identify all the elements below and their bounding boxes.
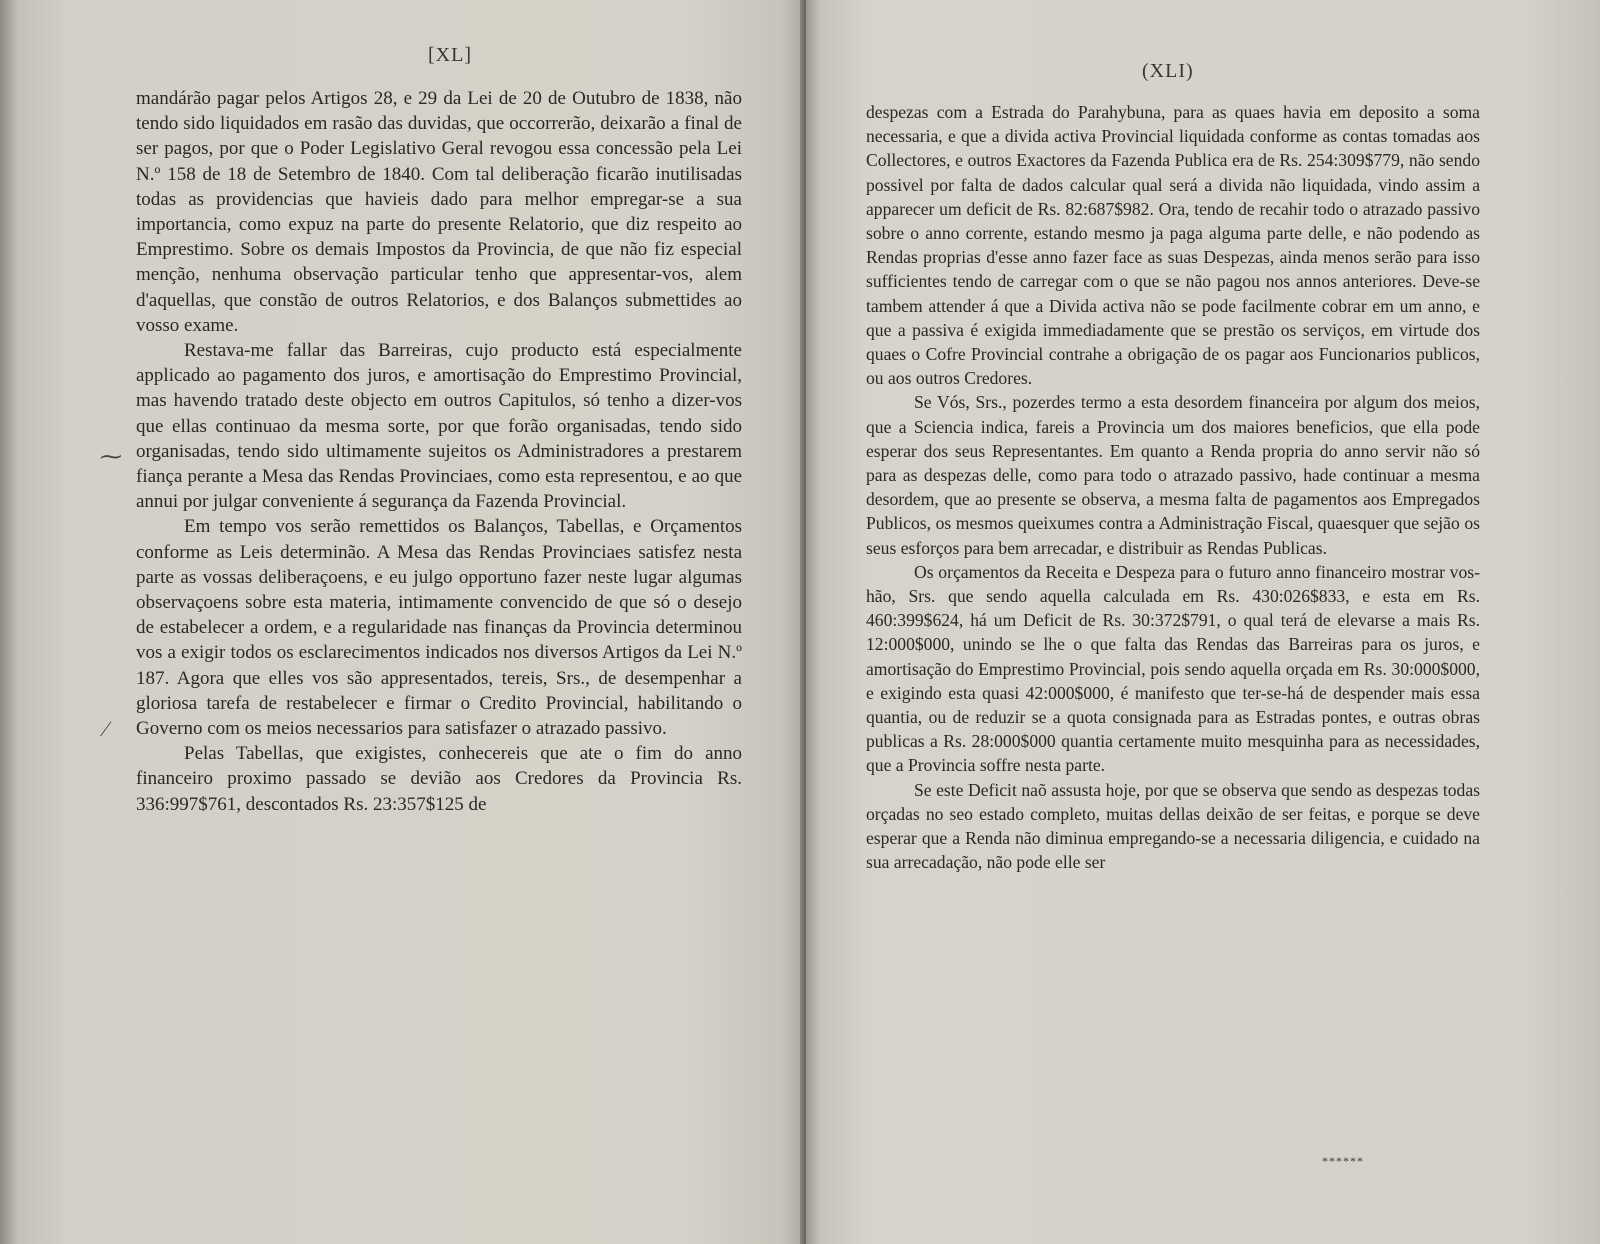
left-paragraph-4: Pelas Tabellas, que exigistes, conhecereis que ate o fim do anno financeiro proximo passado se devião aos Credores da Provincia Rs. 336:997$761, descontados Rs. 23:357$125 de (136, 743, 742, 815)
right-paragraph-1: despezas com a Estrada do Parahybuna, para as quaes havia em deposito a soma necessaria, e que a divida activa Provincial liquidada conforme as contas tomadas aos Collectores, e outros Exactores da Fazenda Publica era de Rs. 254:309$779, não sendo possivel por falta de dados calcular qual será a divida não liquidada, vindo assim a apparecer um deficit de Rs. 82:687$982. Ora, tendo de recahir todo o atrazado passivo sobre o anno corrente, estando mesmo ja paga alguma parte delle, e não podendo as Rendas proprias d'esse anno fazer face as suas Despezas, ainda menos serão para isso sufficientes tendo de carregar com o que se não pagou nos annos anteriores. Deve-se tambem attender á que a Divida activa não se pode facilmente cobrar em um anno, e que a passiva é exigida immediadamente que se prestão os serviços, em virtude dos quaes o Cofre Provincial contrahe a obrigação de os pagar aos Funcionarios publicos, ou aos outros Credores. (866, 102, 1480, 389)
left-page-text (136, 86, 742, 817)
right-page (806, 0, 1600, 1244)
right-paragraph-4: Se este Deficit naõ assusta hoje, por que se observa que sendo as despezas todas orçadas no seo estado completo, muitas dellas deixão de ser feitas, e porque se deve esperar que a Renda não diminua empregando-se a necessaria diligencia, e cuidado na sua arrecadação, não pode elle ser (866, 779, 1480, 873)
margin-pencil-mark-icon: ⁓ (100, 444, 122, 469)
right-paragraph-3: Os orçamentos da Receita e Despeza para o futuro anno financeiro mostrar vos-hão, Srs. que sendo aquella calculada em Rs. 430:026$833, e esta em Rs. 460:399$624, há um Deficit de Rs. 30:372$791, o qual terá de elevarse a mais Rs. 12:000$000, unindo se lhe o que falta das Rendas das Barreiras para os juros, e amortisação do Emprestimo Provincial, pois sendo aquella orçada em Rs. 30:000$000, e exigindo esta quasi 42:000$000, é manifesto que ter-se-há de despender mais essa quantia, ou de reduzir se a quota consignada para as Estradas pontes, e outras obras publicas a Rs. 28:000$000 quantia certamente muito mesquinha para as necessidades, que a Provincia soffre nesta parte. (866, 561, 1480, 776)
margin-pencil-slash-icon: ∕ (104, 716, 108, 741)
catchword: ****** (1322, 1154, 1364, 1168)
left-paragraph-1: mandárão pagar pelos Artigos 28, e 29 da Lei de 20 de Outubro de 1838, não tendo sido liquidados em rasão das duvidas, que occorrerão, deixarão a final de ser pagos, por que o Poder Legislativo Geral revogou essa concessão pela Lei N.º 158 de 18 de Setembro de 1840. Com tal deliberação ficarão inutilisadas todas as providencias que havieis dado para melhor empregar-se a sua importancia, como expuz na parte do presente Relatorio, que diz respeito ao Emprestimo. Sobre os demais Impostos da Provincia, de que não fiz especial menção, nenhuma observação particular tenho que appresentar-vos, alem d'aquellas, que constão de outros Relatorios, e dos Balanços submettides ao vosso exame. (136, 88, 742, 336)
left-page-header: [XL] (428, 44, 472, 66)
left-paragraph-3: Em tempo vos serão remettidos os Balanços, Tabellas, e Orçamentos conforme as Leis determinão. A Mesa das Rendas Provinciaes satisfez nesta parte as vossas deliberaçoens, e eu julgo opportuno fazer neste lugar algumas observaçoens sobre esta materia, intimamente convencido de que só o desejo de estabelecer a ordem, e a regularidade nas finanças da Provincia determinou vos a exigir todos os esclarecimentos indicados nos diversos Artigos da Lei N.º 187. Agora que elles vos são appresentados, tereis, Srs., de desempenhar a gloriosa tarefa de restabelecer e firmar o Credito Provincial, habilitando o Governo com os meios necessarios para satisfazer o atrazado passivo. (136, 516, 742, 740)
left-paragraph-2: Restava-me fallar das Barreiras, cujo producto está especialmente applicado ao pagamento dos juros, e amortisação do Emprestimo Provincial, mas havendo tratado deste objecto em outros Capitulos, só tenho a dizer-vos que ellas continuao da mesma sorte, por que forão organisadas, tendo sido organisadas, tendo sido ultimamente sujeitos os Administradores a prestarem fiança perante a Mesa das Rendas Provinciaes, como esta representou, e ao que annui por julgar conveniente á segurança da Fazenda Provincial. (136, 340, 742, 513)
right-paragraph-2: Se Vós, Srs., pozerdes termo a esta desordem financeira por algum dos meios, que a Sciencia indica, fareis a Provincia um dos maiores beneficios, que ella pode esperar dos seus Representantes. Em quanto a Renda propria do anno servir não só para as despezas delle, como para todo o atrazado passivo, hade continuar a mesma desordem, que ao presente se observa, a mesma falta de pagamentos aos Empregados Publicos, os mesmos queixumes contra a Administração Fiscal, quaesquer que sejão os seus esforços para bem arrecadar, e distribuir as Rendas Publicas. (866, 392, 1480, 558)
right-page-header: (XLI) (1142, 60, 1194, 82)
right-page-text (866, 100, 1480, 875)
